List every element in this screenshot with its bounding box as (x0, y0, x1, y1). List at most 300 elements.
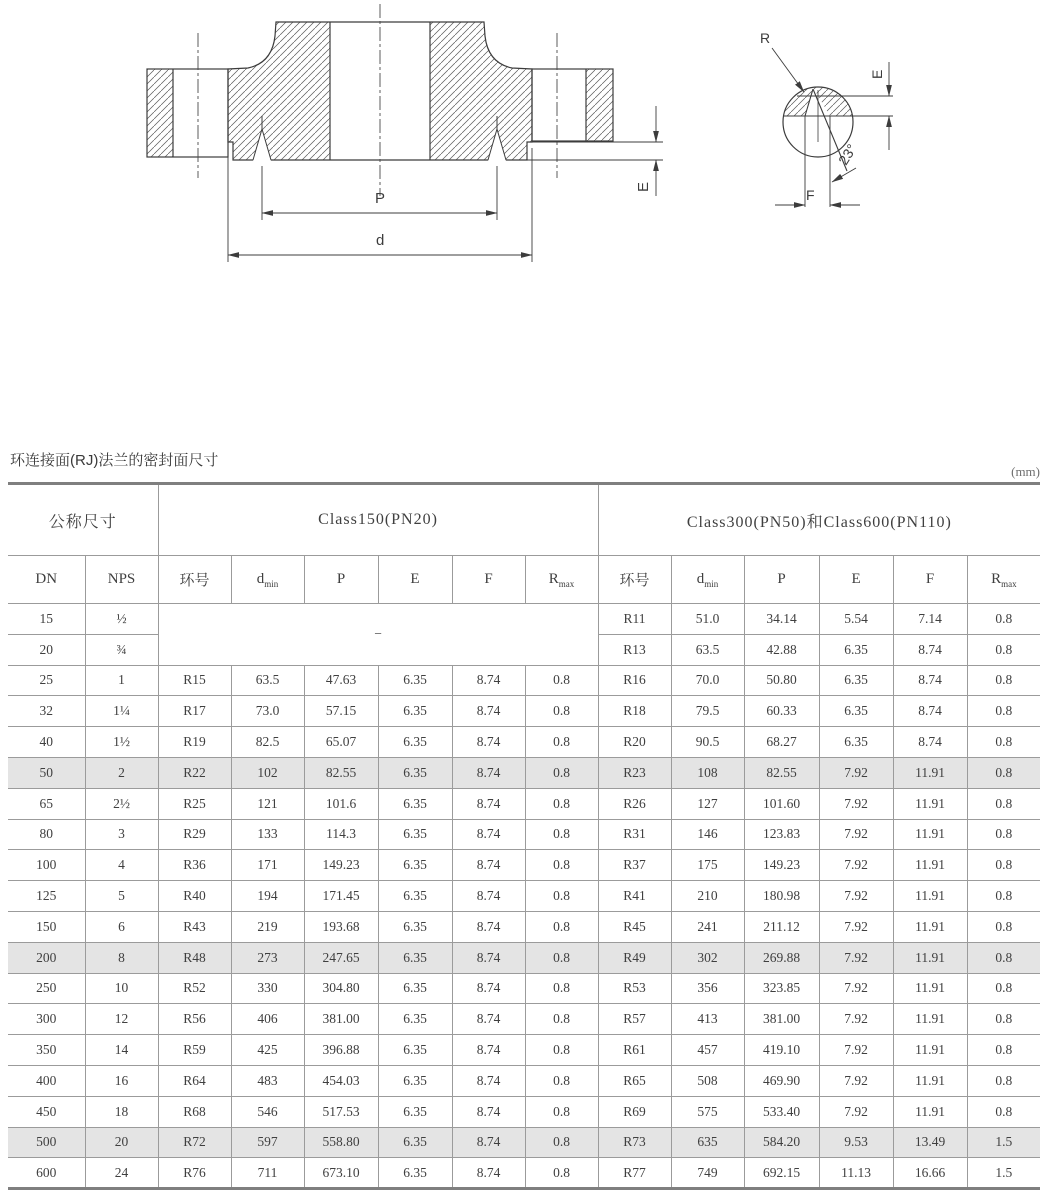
table-cell: 18 (85, 1096, 158, 1127)
table-cell: 11.91 (893, 788, 967, 819)
table-cell: 6.35 (378, 850, 452, 881)
table-cell: 6.35 (378, 665, 452, 696)
table-cell: 70.0 (671, 665, 744, 696)
table-cell: 7.14 (893, 604, 967, 635)
table-cell: 60.33 (744, 696, 819, 727)
table-cell: 0.8 (967, 665, 1040, 696)
table-cell: 121 (231, 788, 304, 819)
table-cell: 101.6 (304, 788, 378, 819)
col-dmin-150: $d_{min}$ (231, 556, 304, 604)
table-row (8, 911, 1040, 942)
table-cell: 8.74 (452, 665, 525, 696)
table-cell: 5.54 (819, 604, 893, 635)
table-cell: 101.60 (744, 788, 819, 819)
table-cell: R11 (598, 604, 671, 635)
table-cell: 51.0 (671, 604, 744, 635)
table-cell: 533.40 (744, 1096, 819, 1127)
table-cell: 450 (8, 1096, 85, 1127)
table-cell: 1 (85, 665, 158, 696)
table-cell: 6.35 (378, 727, 452, 758)
group-header-class150: Class150(PN20) (158, 484, 598, 556)
table-cell: 11.91 (893, 819, 967, 850)
table-cell: 0.8 (967, 1065, 1040, 1096)
table-cell: 11.91 (893, 1096, 967, 1127)
table-cell: 7.92 (819, 1035, 893, 1066)
col-e-150: E (378, 556, 452, 604)
table-cell: 7.92 (819, 942, 893, 973)
col-dn: DN (8, 556, 85, 604)
table-cell: 20 (85, 1127, 158, 1158)
table-cell: 457 (671, 1035, 744, 1066)
table-cell: 125 (8, 881, 85, 912)
table-row (8, 696, 1040, 727)
table-cell: 133 (231, 819, 304, 850)
table-cell: 146 (671, 819, 744, 850)
table-cell: 558.80 (304, 1127, 378, 1158)
table-cell: 11.91 (893, 1065, 967, 1096)
table-row (8, 1035, 1040, 1066)
col-rmax-150: $R_{max}$ (525, 556, 598, 604)
table-cell: 500 (8, 1127, 85, 1158)
table-cell: 6.35 (378, 757, 452, 788)
table-cell: 175 (671, 850, 744, 881)
table-cell: 673.10 (304, 1158, 378, 1189)
table-cell: R29 (158, 819, 231, 850)
table-cell: 193.68 (304, 911, 378, 942)
dim-label-d: d (376, 232, 385, 249)
table-cell: ¾ (85, 634, 158, 665)
table-cell: R64 (158, 1065, 231, 1096)
table-cell: R77 (598, 1158, 671, 1189)
table-cell: 127 (671, 788, 744, 819)
table-cell: R73 (598, 1127, 671, 1158)
table-row (8, 1096, 1040, 1127)
col-nps: NPS (85, 556, 158, 604)
table-cell: 82.5 (231, 727, 304, 758)
table-cell: 11.13 (819, 1158, 893, 1189)
table-cell: 8.74 (452, 911, 525, 942)
table-cell: 100 (8, 850, 85, 881)
table-cell: 0.8 (525, 757, 598, 788)
table-cell: 508 (671, 1065, 744, 1096)
table-cell: R45 (598, 911, 671, 942)
table-cell: 304.80 (304, 973, 378, 1004)
table-cell: 8 (85, 942, 158, 973)
table-cell: 0.8 (525, 1035, 598, 1066)
table-cell: 575 (671, 1096, 744, 1127)
table-cell: R25 (158, 788, 231, 819)
rj-dimension-table (8, 482, 1040, 1190)
table-cell: 381.00 (304, 1004, 378, 1035)
table-cell: 8.74 (452, 696, 525, 727)
table-row (8, 942, 1040, 973)
table-cell: 6.35 (378, 1158, 452, 1189)
table-cell: 7.92 (819, 911, 893, 942)
table-cell: 1½ (85, 727, 158, 758)
table-cell: 300 (8, 1004, 85, 1035)
table-cell: R31 (598, 819, 671, 850)
table-cell: 7.92 (819, 850, 893, 881)
table-cell: 8.74 (452, 1127, 525, 1158)
table-cell: 0.8 (967, 942, 1040, 973)
table-cell: 32 (8, 696, 85, 727)
table-cell: 8.74 (893, 665, 967, 696)
table-cell: 20 (8, 634, 85, 665)
table-row (8, 665, 1040, 696)
table-cell: 11.91 (893, 1035, 967, 1066)
table-cell: 0.8 (967, 973, 1040, 1004)
table-cell: 0.8 (525, 973, 598, 1004)
table-cell: R61 (598, 1035, 671, 1066)
table-cell: 0.8 (967, 604, 1040, 635)
table-cell: 425 (231, 1035, 304, 1066)
unit-label: (mm) (1011, 464, 1040, 479)
table-row (8, 819, 1040, 850)
table-cell: 6.35 (378, 1096, 452, 1127)
table-cell: 0.8 (525, 1065, 598, 1096)
table-cell: 114.3 (304, 819, 378, 850)
table-cell: 0.8 (525, 911, 598, 942)
table-body (8, 604, 1040, 1189)
table-cell: 40 (8, 727, 85, 758)
table-cell: 584.20 (744, 1127, 819, 1158)
table-cell: R48 (158, 942, 231, 973)
groove-detail (783, 87, 893, 207)
table-cell: 171.45 (304, 881, 378, 912)
table-cell: 6.35 (378, 1035, 452, 1066)
table-cell: 7.92 (819, 788, 893, 819)
table-cell: 7.92 (819, 973, 893, 1004)
table-cell: 7.92 (819, 1096, 893, 1127)
table-row (8, 727, 1040, 758)
table-cell: 0.8 (967, 850, 1040, 881)
table-cell: 79.5 (671, 696, 744, 727)
table-cell: 0.8 (967, 634, 1040, 665)
table-cell: R52 (158, 973, 231, 1004)
col-e-300: E (819, 556, 893, 604)
table-cell: 0.8 (525, 881, 598, 912)
table-cell: 5 (85, 881, 158, 912)
col-rmax-300: $R_{max}$ (967, 556, 1040, 604)
table-cell: 546 (231, 1096, 304, 1127)
table-cell: 210 (671, 881, 744, 912)
table-cell: 149.23 (304, 850, 378, 881)
table-cell: 8.74 (452, 788, 525, 819)
table-cell: 7.92 (819, 1004, 893, 1035)
table-cell: 419.10 (744, 1035, 819, 1066)
table-cell: 1¼ (85, 696, 158, 727)
col-ring-300: 环号 (598, 556, 671, 604)
table-cell: 302 (671, 942, 744, 973)
table-cell: 57.15 (304, 696, 378, 727)
table-cell: 7.92 (819, 1065, 893, 1096)
table-cell: 14 (85, 1035, 158, 1066)
table-cell: 6.35 (378, 819, 452, 850)
table-cell: R15 (158, 665, 231, 696)
table-cell: 0.8 (525, 1158, 598, 1189)
table-cell: 6 (85, 911, 158, 942)
table-cell: 0.8 (967, 696, 1040, 727)
table-cell: 469.90 (744, 1065, 819, 1096)
table-cell: 241 (671, 911, 744, 942)
col-dmin-300: $d_{min}$ (671, 556, 744, 604)
table-cell: 10 (85, 973, 158, 1004)
table-cell: 8.74 (893, 727, 967, 758)
table-cell: 90.5 (671, 727, 744, 758)
table-cell: 247.65 (304, 942, 378, 973)
table-cell: R57 (598, 1004, 671, 1035)
detail-label-f: F (806, 187, 815, 203)
table-cell: R26 (598, 788, 671, 819)
table-cell: 6.35 (378, 1065, 452, 1096)
table-cell: 80 (8, 819, 85, 850)
table-cell: 211.12 (744, 911, 819, 942)
table-row (8, 1158, 1040, 1189)
table-cell: 7.92 (819, 757, 893, 788)
table-cell: 0.8 (525, 850, 598, 881)
table-cell: 25 (8, 665, 85, 696)
table-cell: 123.83 (744, 819, 819, 850)
table-cell: 42.88 (744, 634, 819, 665)
table-cell: 597 (231, 1127, 304, 1158)
table-cell: R17 (158, 696, 231, 727)
table-cell: 11.91 (893, 881, 967, 912)
table-cell: 749 (671, 1158, 744, 1189)
table-cell: 82.55 (744, 757, 819, 788)
table-cell: 219 (231, 911, 304, 942)
table-cell: 108 (671, 757, 744, 788)
table-cell: R53 (598, 973, 671, 1004)
table-cell: R69 (598, 1096, 671, 1127)
table-cell: 11.91 (893, 757, 967, 788)
table-title: 环连接面(RJ)法兰的密封面尺寸 (10, 452, 219, 469)
table-cell: 8.74 (452, 973, 525, 1004)
table-cell: 200 (8, 942, 85, 973)
table-cell: 13.49 (893, 1127, 967, 1158)
table-cell: 0.8 (967, 881, 1040, 912)
table-cell: 180.98 (744, 881, 819, 912)
table-cell: R36 (158, 850, 231, 881)
table-cell: 8.74 (452, 819, 525, 850)
table-cell: R43 (158, 911, 231, 942)
column-header-row (8, 556, 1040, 604)
table-cell: 6.35 (819, 665, 893, 696)
col-p-150: P (304, 556, 378, 604)
table-cell: 6.35 (378, 973, 452, 1004)
table-cell: R49 (598, 942, 671, 973)
table-cell: 9.53 (819, 1127, 893, 1158)
table-cell: 50 (8, 757, 85, 788)
table-cell: 82.55 (304, 757, 378, 788)
flange-section-drawing (0, 0, 1048, 430)
table-cell: 6.35 (819, 634, 893, 665)
col-f-150: F (452, 556, 525, 604)
table-cell: 517.53 (304, 1096, 378, 1127)
table-cell: 330 (231, 973, 304, 1004)
table-cell: R76 (158, 1158, 231, 1189)
table-row (8, 604, 1040, 635)
table-cell: 8.74 (452, 1158, 525, 1189)
table-cell: 250 (8, 973, 85, 1004)
table-cell: R19 (158, 727, 231, 758)
table-cell: 0.8 (967, 1035, 1040, 1066)
table-cell: 0.8 (525, 942, 598, 973)
table-cell: R41 (598, 881, 671, 912)
table-cell: 4 (85, 850, 158, 881)
table-cell: R13 (598, 634, 671, 665)
table-cell: 7.92 (819, 881, 893, 912)
detail-label-angle: 23° (834, 141, 860, 168)
table-cell: 65.07 (304, 727, 378, 758)
group-header-nominal: 公称尺寸 (8, 484, 158, 556)
table-cell: 406 (231, 1004, 304, 1035)
table-row (8, 1127, 1040, 1158)
table-cell: 12 (85, 1004, 158, 1035)
table-cell: 6.35 (378, 696, 452, 727)
table-cell: 0.8 (525, 1127, 598, 1158)
col-p-300: P (744, 556, 819, 604)
table-cell: R72 (158, 1127, 231, 1158)
detail-label-r: R (760, 30, 771, 46)
table-cell: 0.8 (967, 819, 1040, 850)
table-cell: 11.91 (893, 973, 967, 1004)
table-cell: 63.5 (671, 634, 744, 665)
table-cell: 0.8 (967, 757, 1040, 788)
table-cell: 0.8 (967, 727, 1040, 758)
table-cell: 73.0 (231, 696, 304, 727)
table-cell: R22 (158, 757, 231, 788)
table-cell: 68.27 (744, 727, 819, 758)
table-cell: 7.92 (819, 819, 893, 850)
table-cell: 0.8 (967, 911, 1040, 942)
table-cell: 711 (231, 1158, 304, 1189)
group-header-row (8, 484, 1040, 556)
table-row (8, 881, 1040, 912)
table-cell: 413 (671, 1004, 744, 1035)
table-cell: 8.74 (452, 1004, 525, 1035)
col-f-300: F (893, 556, 967, 604)
table-cell: 0.8 (525, 819, 598, 850)
table-cell: 0.8 (525, 696, 598, 727)
dim-label-p: P (375, 190, 386, 207)
table-cell: R37 (598, 850, 671, 881)
table-cell: 396.88 (304, 1035, 378, 1066)
table-cell: 8.74 (452, 1065, 525, 1096)
table-cell: R56 (158, 1004, 231, 1035)
table-cell: 6.35 (819, 696, 893, 727)
table-row (8, 757, 1040, 788)
table-cell: 16.66 (893, 1158, 967, 1189)
table-cell: 8.74 (452, 1035, 525, 1066)
table-cell: R65 (598, 1065, 671, 1096)
table-cell: 8.74 (452, 881, 525, 912)
table-row (8, 788, 1040, 819)
table-cell: 63.5 (231, 665, 304, 696)
table-cell: 0.8 (525, 1004, 598, 1035)
table-cell: 150 (8, 911, 85, 942)
table-cell: 11.91 (893, 850, 967, 881)
table-cell: 6.35 (378, 911, 452, 942)
table-cell: 11.91 (893, 1004, 967, 1035)
table-cell: R68 (158, 1096, 231, 1127)
table-cell: 0.8 (967, 1004, 1040, 1035)
table-row (8, 1004, 1040, 1035)
table-cell: 50.80 (744, 665, 819, 696)
table-cell: R18 (598, 696, 671, 727)
table-cell: R59 (158, 1035, 231, 1066)
table-cell: 34.14 (744, 604, 819, 635)
table-cell: 356 (671, 973, 744, 1004)
table-cell: 102 (231, 757, 304, 788)
table-cell: 8.74 (452, 757, 525, 788)
dim-label-e: E (635, 181, 652, 192)
table-cell: 0.8 (525, 1096, 598, 1127)
table-cell: 8.74 (893, 696, 967, 727)
table-cell: 8.74 (452, 1096, 525, 1127)
group-header-class300-600: Class300(PN50)和Class600(PN110) (598, 484, 1040, 556)
table-cell: 400 (8, 1065, 85, 1096)
table-cell: 194 (231, 881, 304, 912)
table-cell: R20 (598, 727, 671, 758)
table-cell: 8.74 (452, 942, 525, 973)
table-cell: 0.8 (525, 665, 598, 696)
table-cell: ½ (85, 604, 158, 635)
table-cell: 6.35 (378, 881, 452, 912)
table-cell: 47.63 (304, 665, 378, 696)
table-cell: 273 (231, 942, 304, 973)
table-cell: R23 (598, 757, 671, 788)
table-cell: 6.35 (378, 1004, 452, 1035)
table-cell: 24 (85, 1158, 158, 1189)
table-cell: 350 (8, 1035, 85, 1066)
table-cell: 3 (85, 819, 158, 850)
table-cell: 269.88 (744, 942, 819, 973)
table-cell: 2 (85, 757, 158, 788)
table-cell: 6.35 (378, 1127, 452, 1158)
table-cell: 16 (85, 1065, 158, 1096)
table-row (8, 1065, 1040, 1096)
table-cell: 1.5 (967, 1127, 1040, 1158)
table-cell: 0.8 (967, 788, 1040, 819)
table-cell: 692.15 (744, 1158, 819, 1189)
table-cell: 635 (671, 1127, 744, 1158)
table-cell: 65 (8, 788, 85, 819)
col-ring-150: 环号 (158, 556, 231, 604)
table-cell: 171 (231, 850, 304, 881)
table-cell: 15 (8, 604, 85, 635)
table-cell: R40 (158, 881, 231, 912)
table-cell: 483 (231, 1065, 304, 1096)
table-cell: 454.03 (304, 1065, 378, 1096)
table-cell: 323.85 (744, 973, 819, 1004)
table-caption-row (8, 430, 1040, 482)
table-cell: 11.91 (893, 911, 967, 942)
table-cell: 8.74 (452, 727, 525, 758)
table-cell: 2½ (85, 788, 158, 819)
table-cell: 0.8 (525, 788, 598, 819)
technical-drawing-area (0, 0, 1048, 430)
table-cell: 0.8 (525, 727, 598, 758)
table-cell: 600 (8, 1158, 85, 1189)
table-cell: 149.23 (744, 850, 819, 881)
table-cell: 0.8 (967, 1096, 1040, 1127)
table-row (8, 973, 1040, 1004)
table-cell: 1.5 (967, 1158, 1040, 1189)
merged-empty-cell: − (158, 604, 598, 666)
detail-label-e: E (869, 69, 885, 79)
table-cell: 6.35 (819, 727, 893, 758)
table-cell: R16 (598, 665, 671, 696)
